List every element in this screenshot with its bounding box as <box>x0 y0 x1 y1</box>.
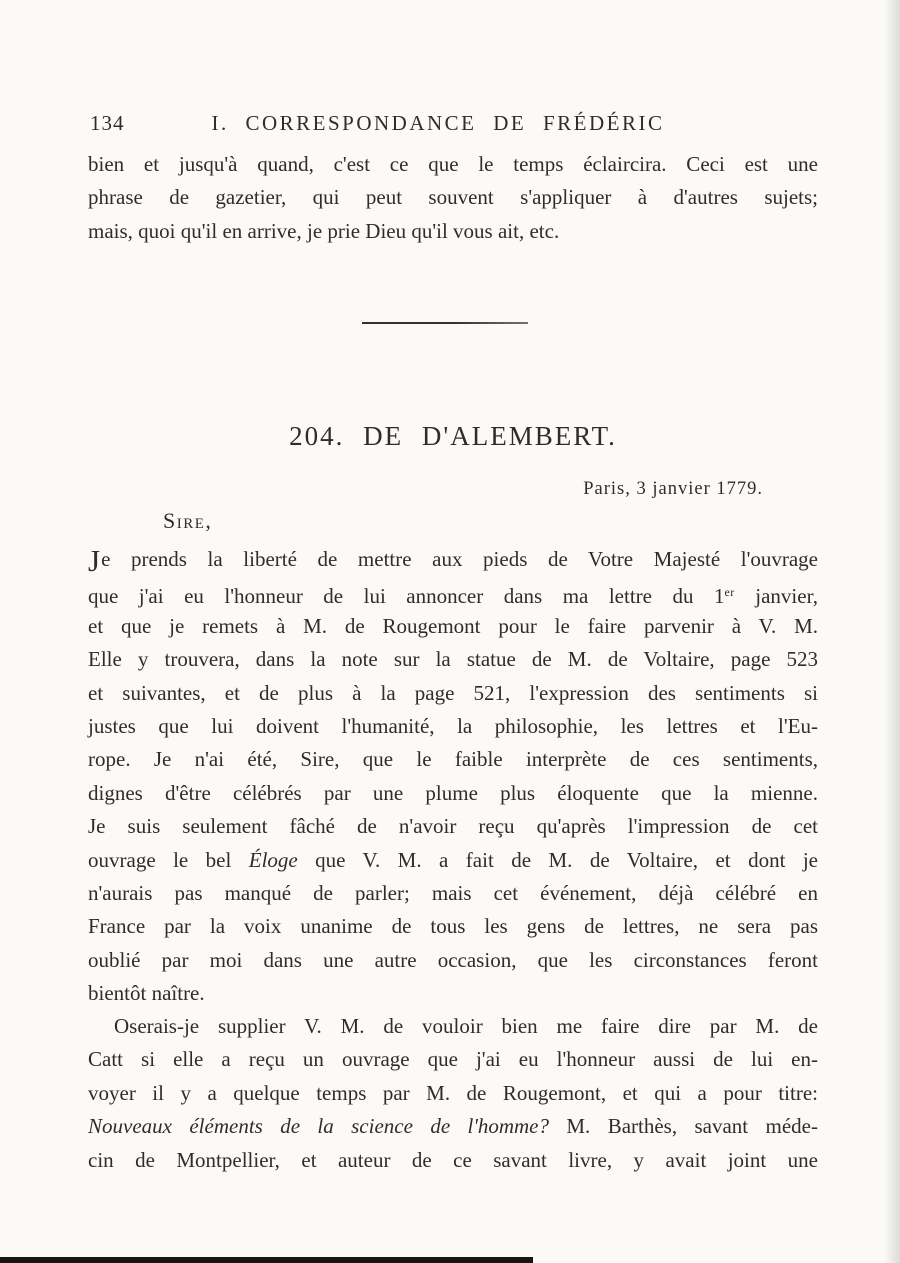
text-line <box>88 877 818 910</box>
text-line <box>88 215 818 248</box>
text-line <box>88 844 818 877</box>
scan-bottom-bar-artifact <box>0 1257 533 1263</box>
text-run: que j'ai eu l'honneur de lui annoncer dans ma lettre du 1 <box>88 584 725 609</box>
letter-salutation <box>88 504 893 537</box>
text-line <box>88 710 818 743</box>
text-run-smallcaps: Sire, <box>163 508 213 533</box>
text-run: rope. Je n'ai été, Sire, que le faible interprète de ces sentiments, <box>88 747 818 772</box>
text-line <box>88 944 818 977</box>
text-line <box>88 543 818 576</box>
text-run-initial: J <box>88 543 101 578</box>
text-run: justes que lui doivent l'humanité, la philosophie, les lettres et l'Eu- <box>88 713 818 738</box>
text-run: et que je remets à M. de Rougemont pour le faire parvenir à V. M. <box>88 613 818 638</box>
text-line <box>88 610 818 643</box>
letter-dateline: Paris, 3 janvier 1779. <box>583 479 763 499</box>
text-run: et suivantes, et de plus à la page 521, l'expression des sentiments si <box>88 680 818 705</box>
page-number: 134 <box>90 111 125 135</box>
text-line <box>88 910 818 943</box>
text-run: e prends la liberté de mettre aux pieds de Votre Majesté l'ouvrage <box>101 547 818 571</box>
text-run: Catt si elle a reçu un ouvrage que j'ai eu l'honneur aussi de lui en- <box>88 1047 818 1072</box>
text-run: mais, quoi qu'il en arrive, je prie Dieu qu'il vous ait, etc. <box>88 218 560 243</box>
text-run: ouvrage le bel <box>88 847 249 872</box>
scan-edge-shadow <box>884 0 900 1263</box>
text-line <box>88 1043 818 1076</box>
text-run: que V. M. a fait de M. de Voltaire, et dont je <box>297 847 818 872</box>
text-run: Je suis seulement fâché de n'avoir reçu qu'après l'impression de cet <box>88 814 818 839</box>
letter-body-paragraph-1 <box>88 543 818 1010</box>
running-head <box>88 111 818 141</box>
text-line <box>88 677 818 710</box>
text-run: cin de Montpellier, et auteur de ce savant livre, y avait joint une <box>88 1147 818 1172</box>
text-line <box>88 1144 818 1177</box>
text-run: bientôt naître. <box>88 981 205 1006</box>
text-run: Oserais-je supplier V. M. de vouloir bien me faire dire par M. de <box>114 1014 818 1038</box>
text-run: voyer il y a quelque temps par M. de Rougemont, et qui a pour titre: <box>88 1080 818 1105</box>
text-run-italic: Nouveaux éléments de la science de l'homme? <box>88 1114 549 1139</box>
text-line <box>88 1010 818 1043</box>
text-line <box>163 504 893 537</box>
text-run: oublié par moi dans une autre occasion, que les circonstances feront <box>88 947 818 972</box>
running-title: I. CORRESPONDANCE DE FRÉDÉRIC <box>211 111 665 135</box>
text-line <box>88 743 818 776</box>
text-line <box>88 148 818 181</box>
text-line <box>88 181 818 214</box>
text-run-italic: Éloge <box>248 847 298 872</box>
text-run: bien et jusqu'à quand, c'est ce que le temps éclaircira. Ceci est une <box>88 152 818 176</box>
continuation-paragraph <box>88 148 818 248</box>
text-line <box>88 810 818 843</box>
text-run-sup: er <box>724 585 735 600</box>
letter-body-paragraph-2 <box>88 1010 818 1177</box>
text-line <box>88 643 818 676</box>
text-line <box>88 777 818 810</box>
text-run: n'aurais pas manqué de parler; mais cet événement, déjà célébré en <box>88 880 818 905</box>
text-line <box>88 1077 818 1110</box>
text-run: janvier, <box>734 584 818 609</box>
text-run: dignes d'être célébrés par une plume plus éloquente que la mienne. <box>88 780 818 805</box>
text-run: France par la voix unanime de tous les gens de lettres, ne sera pas <box>88 914 818 939</box>
text-line <box>88 1110 818 1143</box>
text-line <box>88 576 818 609</box>
text-line <box>88 977 818 1010</box>
letter-heading: 204. DE D'ALEMBERT. <box>289 421 617 451</box>
section-divider-rule <box>362 322 528 324</box>
text-run: Elle y trouvera, dans la note sur la statue de M. de Voltaire, page 523 <box>88 647 818 672</box>
text-run: M. Barthès, savant méde- <box>549 1114 818 1139</box>
text-run: phrase de gazetier, qui peut souvent s'appliquer à d'autres sujets; <box>88 185 818 210</box>
